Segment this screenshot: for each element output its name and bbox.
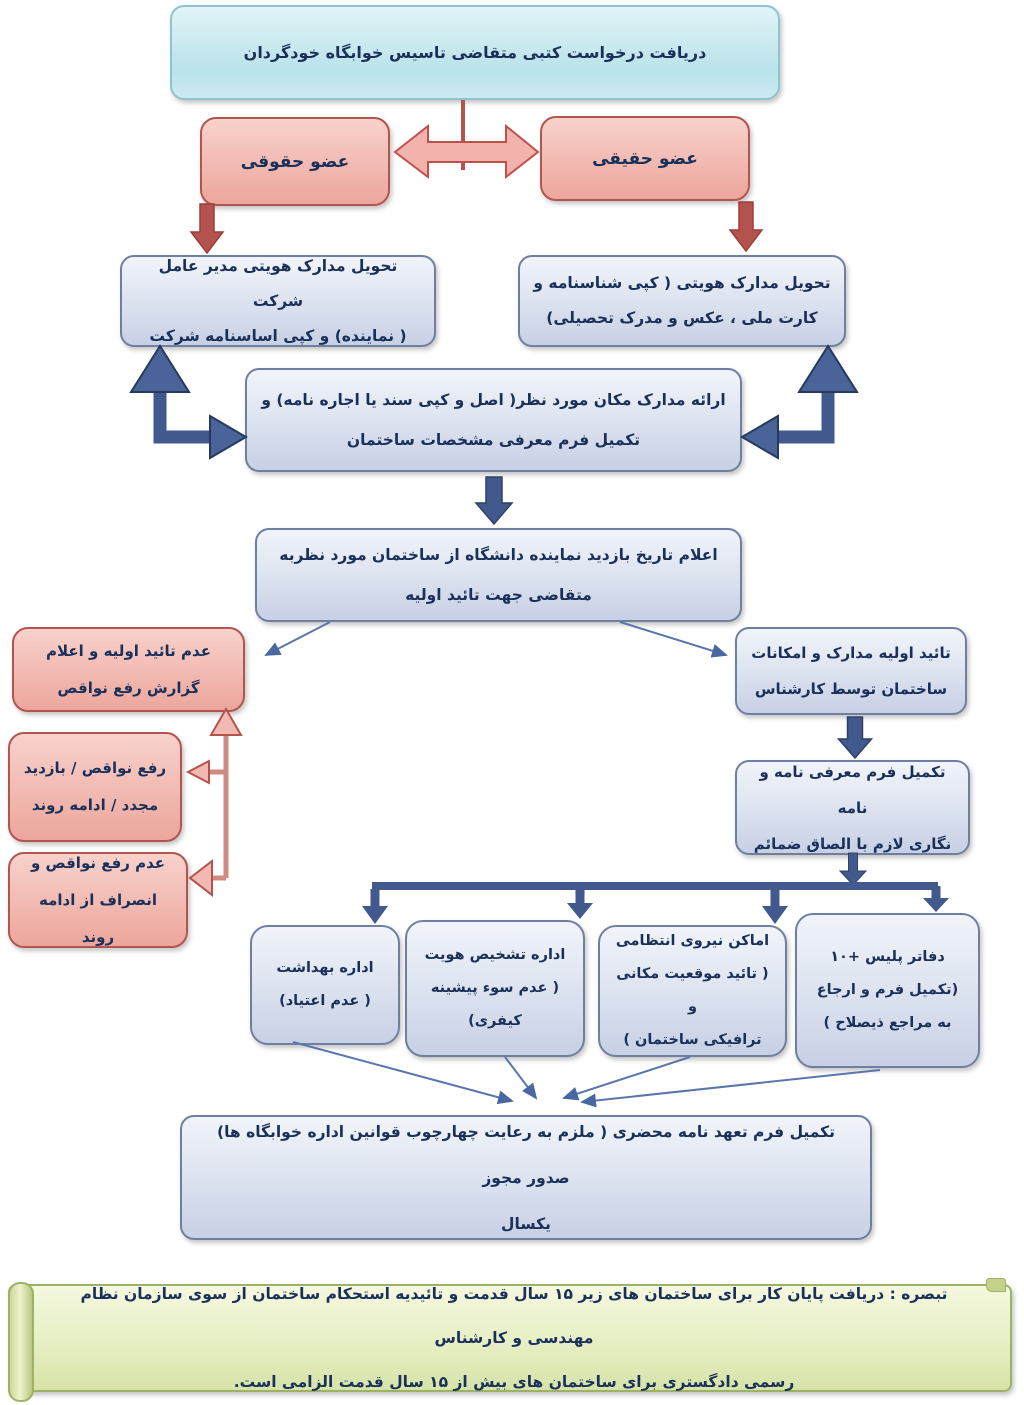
node-text: به مراجع ذیصلاح )	[823, 1015, 952, 1031]
node-text: تحویل مدارک هویتی ( کپی شناسنامه و	[533, 274, 831, 292]
node-docs-natural	[518, 255, 846, 347]
node-text: عدم تائید اولیه و اعلام	[46, 641, 211, 660]
node-text: ( عدم سوء پیشینه	[430, 980, 560, 996]
note-text: رسمی دادگستری برای ساختمان های بیش از ۱۵ سال قدمت الزامی است.	[233, 1373, 795, 1391]
natural-elbow-arrow	[742, 346, 857, 458]
node-text: تکمیل فرم تعهد نامه محضری ( ملزم به رعایت چهارچوب قوانین اداره خوابگاه ها) صدور مجوز	[217, 1122, 835, 1187]
node-text: ترافیکی ساختمان )	[623, 1032, 762, 1048]
branch-arrow-health	[362, 889, 388, 924]
node-text: عضو حقوقی	[240, 151, 350, 172]
node-text: اداره تشخیص هویت	[424, 947, 566, 963]
node-text: گزارش رفع نواقص	[57, 678, 200, 697]
branch-arrow-police10	[923, 886, 949, 912]
node-text: ساختمان توسط کارشناس	[754, 680, 948, 698]
node-text: ( تائید موقعیت مکانی و	[616, 966, 769, 1015]
node-no-fix	[8, 852, 188, 948]
node-text: دفاتر پلیس +۱۰	[830, 949, 945, 965]
visit-to-approval-line	[620, 622, 726, 655]
node-text: کارت ملی ، عکس و مدرک تحصیلی)	[546, 309, 818, 327]
node-identity-office	[405, 920, 585, 1057]
scroll-fold	[986, 1278, 1006, 1292]
node-text: عضو حقیقی	[592, 148, 698, 169]
node-text: عدم رفع نواقص و	[30, 853, 166, 872]
note-banner	[8, 1284, 1012, 1392]
node-text: اماکن نیروی انتظامی	[615, 933, 770, 949]
node-commitment	[180, 1115, 872, 1240]
node-text: مجدد / ادامه روند	[31, 796, 159, 814]
node-location-docs	[245, 368, 742, 472]
node-text: (تکمیل فرم و ارجاع	[816, 982, 959, 998]
node-text: یکسال	[501, 1214, 551, 1233]
legal-elbow-arrow	[131, 346, 246, 458]
branch-arrow-police-places	[762, 889, 788, 924]
node-text: دریافت درخواست کتبی متقاضی تاسیس خوابگاه خودگردان	[243, 42, 707, 62]
note-text: تبصره : دریافت پایان کار برای ساختمان های زیر ۱۵ سال قدمت و تائیدیه استحکام ساختمان از سوی سازمان نظام مهندسی و کارشناس	[80, 1285, 948, 1347]
node-text: ( عدم اعتیاد)	[279, 993, 371, 1009]
rejection-loop-connector	[188, 709, 241, 895]
location-down-arrow	[476, 477, 512, 524]
node-text: تکمیل فرم معرفی نامه و نامه	[759, 762, 946, 817]
node-text: تکمیل فرم معرفی مشخصات ساختمان	[346, 431, 641, 449]
approval-down-arrow	[839, 717, 872, 758]
natural-down-arrow	[730, 202, 762, 251]
node-start	[170, 5, 780, 100]
node-member-natural	[540, 116, 750, 201]
node-police10	[795, 913, 980, 1068]
node-text: اعلام تاریخ بازدید نماینده دانشگاه از ساختمان مورد نظربه	[279, 546, 718, 564]
legal-down-arrow	[191, 204, 223, 253]
node-text: تحویل مدارک هویتی مدیر عامل شرکت	[158, 256, 398, 310]
node-text: اداره بهداشت	[276, 960, 374, 976]
node-intro-letter	[735, 760, 970, 855]
bidirectional-arrow	[395, 126, 538, 177]
node-no-approval	[12, 627, 245, 712]
node-text: کیفری)	[468, 1013, 522, 1029]
police-places-to-commitment-line	[564, 1057, 690, 1098]
node-text: ارائه مدارک مکان مورد نظر( اصل و کپی سند یا اجاره نامه) و	[261, 391, 726, 409]
node-text: تائید اولیه مدارک و امکانات	[751, 644, 951, 662]
identity-to-commitment-line	[505, 1057, 536, 1098]
scroll-curl	[8, 1282, 34, 1402]
node-text: ( نماینده) و کپی اساسنامه شرکت	[149, 326, 407, 345]
police10-to-commitment-line	[582, 1070, 880, 1102]
node-initial-approval	[735, 627, 967, 715]
node-fix-defects	[8, 732, 182, 842]
node-text: نگاری لازم با الصاق ضمائم	[753, 834, 952, 853]
node-docs-legal	[120, 255, 436, 347]
node-health-office	[250, 925, 400, 1045]
visit-to-rejection-line	[266, 622, 330, 655]
node-text: متقاضی جهت تائید اولیه	[405, 586, 592, 604]
node-member-legal	[200, 117, 390, 206]
node-text: رفع نواقص / بازدید	[23, 759, 167, 777]
branch-arrow-identity	[567, 889, 593, 919]
node-text: انصراف از ادامه روند	[38, 890, 158, 946]
node-police-places	[598, 925, 787, 1057]
node-visit-date	[255, 528, 742, 622]
